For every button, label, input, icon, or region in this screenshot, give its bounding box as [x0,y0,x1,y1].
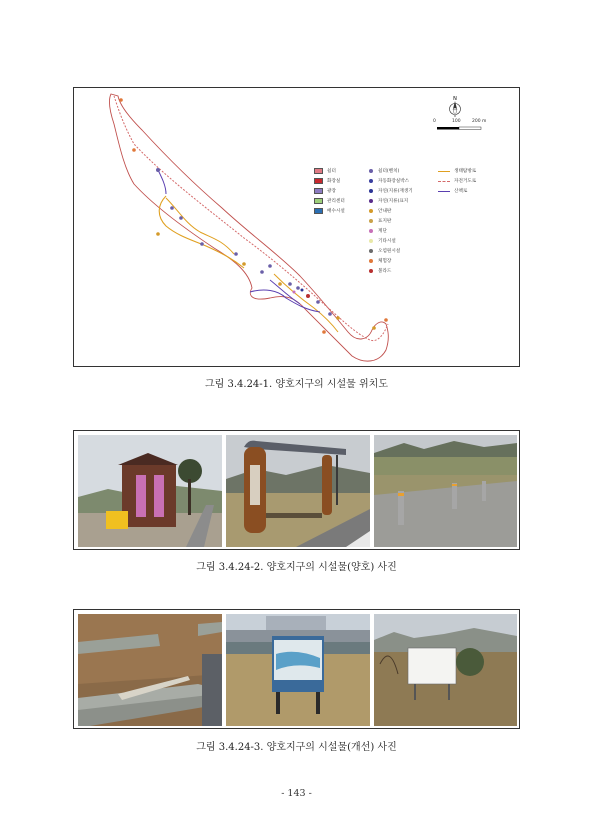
legend-dot [369,199,373,203]
page-number: - 143 - [281,788,312,799]
legend-dot [369,259,373,263]
figure2-caption: 그림 3.4.24-2. 양호지구의 시설물(양호) 사진 [196,562,397,573]
legend-label: 자연(지류)재생기 [378,189,413,194]
legend-item [369,206,413,216]
restroom-photo [78,435,222,547]
legend-label: 광장 [327,189,336,194]
legend-item [314,206,345,216]
blank-sign-photo [374,614,517,726]
legend-label: 기타시설 [378,239,396,244]
scale-label-100: 100 [452,119,461,124]
legend-swatch [314,168,323,174]
legend-item [369,236,413,246]
legend-item [369,176,413,186]
bollard-photo [374,435,517,547]
info-board-photo [226,614,370,726]
legend-label: 쉼터(벤치) [378,169,400,174]
shelter-photo [226,435,370,547]
legend-dot [369,229,373,233]
legend-item [369,196,413,206]
scale-label-200: 200 m [472,119,487,124]
legend-line [438,171,450,172]
figure3-photo-panel [73,609,520,729]
legend-item [369,256,413,266]
legend-item [314,186,345,196]
walking-trail-2 [250,290,320,312]
legend-swatch [314,198,323,204]
legend-dot [369,219,373,223]
legend-label: 생태탐방로 [454,169,477,174]
legend-swatch [314,178,323,184]
legend-item [369,226,413,236]
bicycle-road [114,96,388,341]
scale-label-0: 0 [433,119,436,124]
eco-trail-2 [166,198,234,254]
legend-item [369,246,413,256]
legend-dot [369,169,373,173]
scale-bar [437,127,481,130]
figure3-caption: 그림 3.4.24-3. 양호지구의 시설물(개선) 사진 [196,742,397,753]
legend-label: 계단 [378,229,387,234]
legend-label: 화장실 [327,179,341,184]
facility-location-map [73,87,520,367]
legend-label: 자전거도로 [454,179,477,184]
legend-dot [369,249,373,253]
legend-label: 관리센터 [327,199,345,204]
legend-label: 안내판 [378,209,392,214]
legend-label: 표지판 [378,219,392,224]
legend-item [314,196,345,206]
legend-item [369,216,413,226]
legend-item [369,166,413,176]
legend-label: 자동화장실박스 [378,179,410,184]
north-arrow-icon [450,96,461,117]
legend-dot [369,179,373,183]
legend-dot [369,269,373,273]
legend-item [369,266,413,276]
legend-label: 자연(지류)표지 [378,199,409,204]
legend-swatch [314,188,323,194]
legend-item [369,186,413,196]
legend-swatch [314,208,323,214]
legend-dot [369,239,373,243]
legend-label: 오염원시설 [378,249,401,254]
legend-dot [369,189,373,193]
legend-label: 쉼터 [327,169,336,174]
legend-label: 체험장 [378,259,392,264]
legend-item [314,176,345,186]
legend-item [438,176,476,186]
legend-label: 배수시설 [327,209,345,214]
legend-dot [369,209,373,213]
figure1-caption: 그림 3.4.24-1. 양호지구의 시설물 위치도 [204,379,389,390]
legend-line [438,191,450,192]
broken-bench-photo [78,614,222,726]
svg-text:N: N [453,96,457,102]
legend-label: 산책로 [454,189,468,194]
legend-label: 볼라드 [378,269,392,274]
map-drawing [74,88,521,368]
legend-item [314,166,345,176]
figure2-photo-panel [73,430,520,550]
legend-line [438,181,450,182]
legend-item [438,166,476,176]
legend-item [438,186,476,196]
